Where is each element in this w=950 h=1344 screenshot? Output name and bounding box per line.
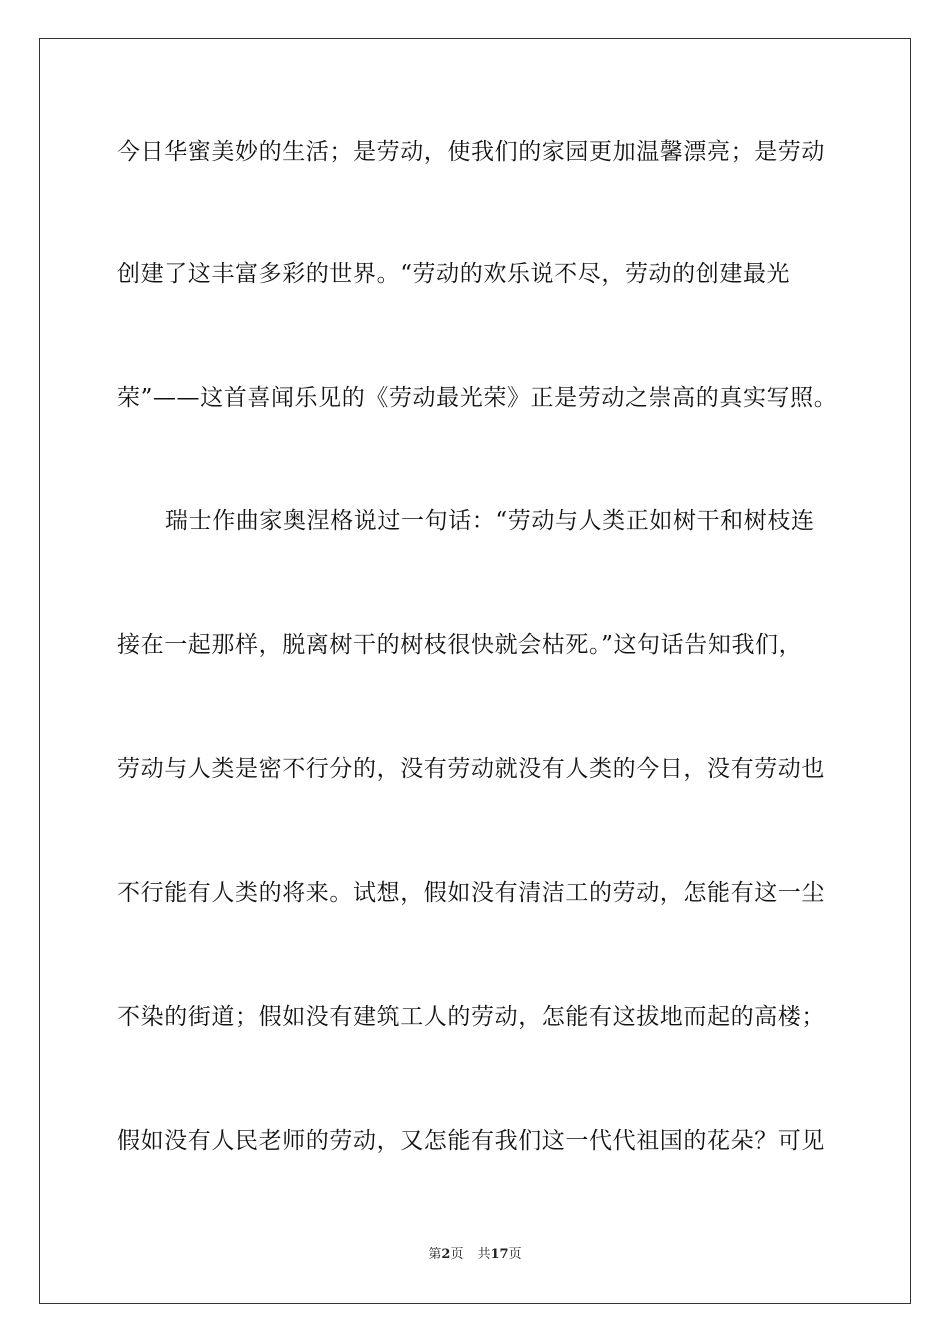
page-number: 2 <box>441 1247 451 1262</box>
total-pages: 17 <box>490 1247 509 1262</box>
paragraph-2-first-line: 瑞士作曲家奥涅格说过一句话：“劳动与人类正如树干和树枝连 <box>165 508 815 534</box>
text-line-5: 接在一起那样，脱离树干的树枝很快就会枯死。”这句话告知我们， <box>117 632 803 658</box>
text-line-1: 今日华蜜美妙的生活；是劳动，使我们的家园更加温馨漂亮；是劳动 <box>117 139 825 165</box>
text-line-3: 荣”——这首喜闻乐见的《劳动最光荣》正是劳动之崇高的真实写照。 <box>117 385 838 411</box>
page-border <box>39 38 911 1304</box>
text-line-2: 创建了这丰富多彩的世界。“劳动的欢乐说不尽，劳动的创建最光 <box>117 261 791 287</box>
page-footer <box>0 1247 950 1263</box>
total-suffix: 页 <box>508 1247 522 1262</box>
total-prefix: 共 <box>477 1247 491 1262</box>
text-line-6: 劳动与人类是密不行分的，没有劳动就没有人类的今日，没有劳动也 <box>117 756 825 782</box>
page-prefix: 第 <box>428 1247 442 1262</box>
text-line-9: 假如没有人民老师的劳动，又怎能有我们这一代代祖国的花朵？可见 <box>117 1128 825 1154</box>
text-line-8: 不染的街道；假如没有建筑工人的劳动，怎能有这拔地而起的高楼； <box>117 1004 825 1030</box>
text-line-7: 不行能有人类的将来。试想，假如没有清洁工的劳动，怎能有这一尘 <box>117 880 825 906</box>
page-suffix: 页 <box>450 1247 464 1262</box>
